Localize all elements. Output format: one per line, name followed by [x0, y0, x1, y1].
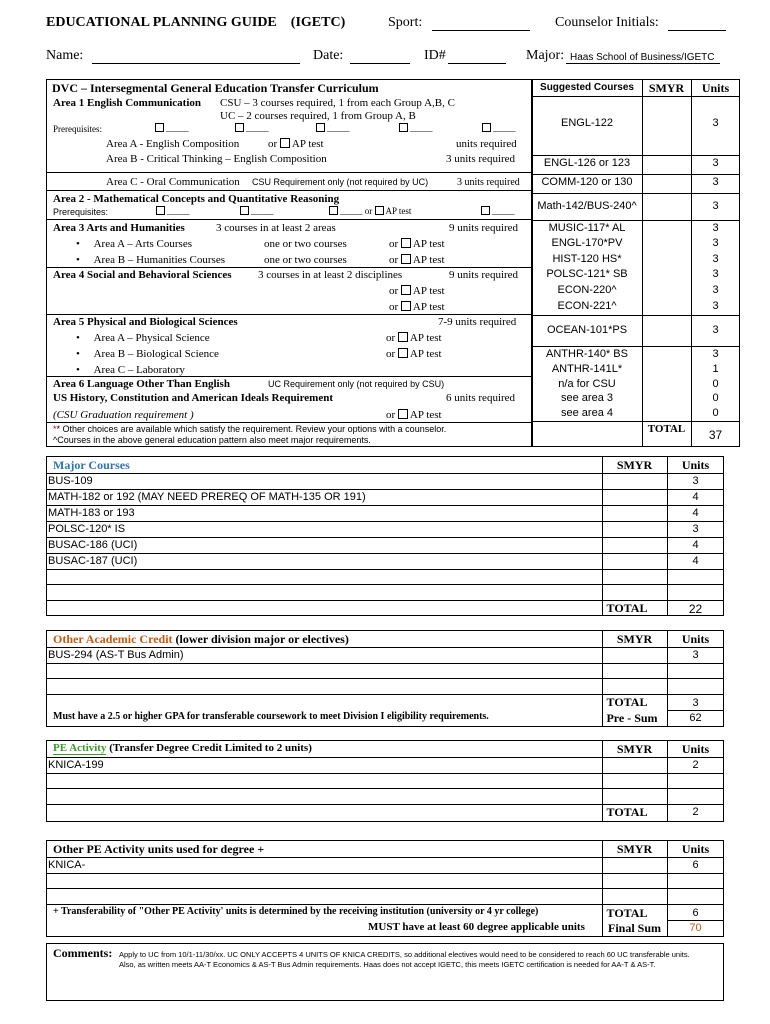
final-sum-label: Final Sum [607, 921, 661, 935]
otherpe-col-units: Units [681, 842, 710, 856]
area5-units: 7-9 units required [438, 316, 517, 328]
ge-note-2: ^Courses in the above general education pattern also meet major requirements. [53, 435, 371, 445]
checkbox-icon [401, 285, 411, 295]
ge-course-6: ENGL-170*PV [551, 237, 623, 249]
area6-note: UC Requirement only (not required by CSU) [268, 379, 445, 389]
area2-prereq: Prerequisites: [53, 207, 109, 217]
ge-course-3: COMM-120 or 130 [541, 176, 633, 188]
area4-req: 3 courses in at least 2 disciplines [258, 269, 403, 281]
ge-units-6: 3 [712, 237, 719, 249]
ge-course-2: ENGL-126 or 123 [543, 157, 631, 169]
major-field[interactable]: Haas School of Business/IGETC [570, 52, 715, 63]
col-smyr: SMYR [648, 81, 685, 95]
other-title: Other Academic Credit (lower division major or electives) [53, 632, 349, 646]
sport-field[interactable] [432, 30, 530, 31]
other-total-label: TOTAL [606, 695, 648, 709]
major-col-smyr: SMYR [616, 458, 653, 472]
area5b: • Area B – Biological Science [76, 348, 219, 360]
otherpe-total-value: 6 [692, 907, 699, 919]
major-units-2: 4 [692, 491, 699, 503]
area5a: • Area A – Physical Science [76, 332, 210, 344]
area1b-units: 3 units required [446, 153, 516, 165]
area3a: • Area A – Arts Courses [76, 238, 192, 250]
major-underline [566, 63, 720, 64]
ge-total-label: TOTAL [647, 423, 686, 435]
gpa-note: Must have a 2.5 or higher GPA for transferable coursework to meet Division I eligibility requirements. [53, 711, 489, 722]
ge-title: DVC – Intersegmental General Education Transfer Curriculum [52, 81, 379, 95]
pe-total-label: TOTAL [606, 805, 648, 819]
ge-course-16: see area 4 [561, 407, 613, 419]
prereq-box-1[interactable]: _____ [155, 123, 189, 133]
area1c: Area C - Oral Communication [106, 176, 240, 188]
major-total-value: 22 [688, 602, 703, 616]
ge-course-10: ECON-221^ [557, 300, 617, 312]
ge-course-9: ECON-220^ [557, 284, 617, 296]
ge-course-1: ENGL-122 [561, 117, 613, 129]
checkbox-icon [401, 254, 411, 264]
name-field[interactable] [92, 63, 300, 64]
other-col-smyr: SMYR [616, 632, 653, 646]
area3b-ap[interactable]: or AP test [389, 254, 445, 266]
major-course-1: BUS-109 [48, 475, 93, 487]
checkbox-icon [280, 138, 290, 148]
name-label: Name: [46, 48, 84, 63]
area3-title: Area 3 Arts and Humanities [53, 222, 185, 234]
otherpe-col-smyr: SMYR [616, 842, 653, 856]
prereq-box-5[interactable]: _____ [482, 123, 516, 133]
major-course-6: BUSAC-187 (UCI) [48, 555, 138, 567]
area1a: Area A - English Composition [106, 138, 240, 150]
area1c-units: 3 units required [457, 177, 520, 188]
ge-units-14: 0 [712, 378, 719, 390]
checkbox-icon [329, 206, 338, 215]
other-total-value: 3 [692, 697, 699, 709]
ge-units-11: 3 [712, 324, 719, 336]
major-units-5: 4 [692, 539, 699, 551]
checkbox-icon [481, 206, 490, 215]
ge-units-10: 3 [712, 300, 719, 312]
ge-total-value: 37 [708, 428, 723, 442]
major-box [46, 456, 724, 616]
comments-line-1: Apply to UC from 10/1-11/30/xx. UC ONLY ACCEPTS 4 UNITS OF KNICA CREDITS, so additional electives would need to be considered to reach 60 UC transferable units. [119, 950, 690, 959]
area1-uc: UC – 2 courses required, 1 from Group A, B [220, 110, 416, 122]
pe-col-units: Units [681, 742, 710, 756]
area5c: • Area C – Laboratory [76, 364, 185, 376]
ge-units-2: 3 [712, 157, 719, 169]
area4-ap-2[interactable]: or AP test [389, 301, 445, 313]
prereq-box-3[interactable]: _____ [316, 123, 350, 133]
area1a-ap[interactable]: or AP test [268, 138, 324, 150]
area6-title: Area 6 Language Other Than English [53, 378, 230, 390]
id-label: ID# [424, 48, 446, 63]
area5-title: Area 5 Physical and Biological Sciences [53, 316, 238, 328]
ge-course-11: OCEAN-101*PS [546, 324, 628, 336]
ge-units-13: 1 [712, 363, 719, 375]
area2-box-2[interactable]: _____ [240, 206, 274, 216]
checkbox-icon [155, 123, 164, 132]
presum-value: 62 [689, 712, 702, 724]
area2-title: Area 2 - Mathematical Concepts and Quantitative Reasoning [53, 193, 340, 205]
area1a-units: units required [456, 138, 517, 150]
presum-label: Pre - Sum [606, 711, 658, 725]
major-course-3: MATH-183 or 193 [48, 507, 135, 519]
col-suggested: Suggested Courses [540, 82, 634, 93]
area1c-note: CSU Requirement only (not required by UC) [252, 177, 429, 187]
major-course-5: BUSAC-186 (UCI) [48, 539, 138, 551]
ge-course-15: see area 3 [561, 392, 613, 404]
ushist-units: 6 units required [446, 392, 516, 404]
area2-box-1[interactable]: _____ [156, 206, 190, 216]
ge-course-5: MUSIC-117* AL [548, 222, 626, 234]
prereq-box-2[interactable]: _____ [235, 123, 269, 133]
area3b: • Area B – Humanities Courses [76, 254, 225, 266]
area1-title: Area 1 English Communication [53, 97, 202, 109]
major-units-4: 3 [692, 523, 699, 535]
pe-units-1: 2 [692, 759, 699, 771]
comments-line-2: Also, as written meets AA-T Economics & AS-T Bus Admin requirements. Haas does not accept IGETC, this meets IGETC certification is needed for AA-T & AS-T. [119, 960, 656, 969]
area1-csu: CSU – 3 courses required, 1 from each Group A,B, C [220, 97, 455, 109]
col-units: Units [701, 81, 730, 95]
ge-units-1: 3 [712, 117, 719, 129]
ge-units-8: 3 [712, 268, 719, 280]
area5a-ap[interactable]: or AP test [386, 332, 442, 344]
ushist-ap[interactable]: or AP test [386, 409, 442, 421]
area2-box-4[interactable]: _____ [481, 206, 515, 216]
ushist-title: US History, Constitution and American Ideals Requirement [53, 392, 334, 404]
checkbox-icon [398, 348, 408, 358]
other-course-1: BUS-294 (AS-T Bus Admin) [48, 649, 184, 661]
area1b: Area B - Critical Thinking – English Composition [106, 153, 327, 165]
major-units-3: 4 [692, 507, 699, 519]
checkbox-icon [401, 301, 411, 311]
otherpe-course-1: KNICA- [48, 859, 86, 871]
counselor-label: Counselor Initials: [555, 15, 659, 30]
area5b-ap[interactable]: or AP test [386, 348, 442, 360]
checkbox-icon [399, 123, 408, 132]
area3-units: 9 units required [449, 222, 519, 234]
checkbox-icon [482, 123, 491, 132]
ge-units-16: 0 [712, 407, 719, 419]
ge-units-4: 3 [712, 200, 719, 212]
area4-title: Area 4 Social and Behavioral Sciences [53, 269, 232, 281]
pe-total-value: 2 [692, 806, 699, 818]
major-course-2: MATH-182 or 192 (MAY NEED PREREQ OF MATH-135 OR 191) [48, 491, 366, 503]
major-label: Major: [526, 48, 565, 63]
major-col-units: Units [681, 458, 710, 472]
ge-units-5: 3 [712, 222, 719, 234]
area3b-count: one or two courses [264, 254, 347, 266]
ge-course-7: HIST-120 HS* [552, 253, 622, 265]
ge-note-1: ** Other choices are available which satisfy the requirement. Review your options with a counselor. [53, 424, 447, 434]
ge-units-7: 3 [712, 253, 719, 265]
area2-box-3[interactable]: _____ or AP test [329, 206, 411, 216]
checkbox-icon [375, 206, 384, 215]
checkbox-icon [401, 238, 411, 248]
other-units-1: 3 [692, 649, 699, 661]
ge-course-14: n/a for CSU [558, 378, 616, 390]
otherpe-title: Other PE Activity units used for degree + [53, 842, 265, 856]
transferability-note: + Transferability of "Other PE Activity' units is determined by the receiving institution (university or 4 yr college) [53, 906, 539, 917]
major-units-6: 4 [692, 555, 699, 567]
sport-label: Sport: [388, 15, 423, 30]
area4-ap-1[interactable]: or AP test [389, 285, 445, 297]
ge-course-13: ANTHR-141L* [551, 363, 623, 375]
ge-units-9: 3 [712, 284, 719, 296]
area4-units: 9 units required [449, 269, 519, 281]
area3-req: 3 courses in at least 2 areas [216, 222, 336, 234]
ge-units-15: 0 [712, 392, 719, 404]
csu-grad: (CSU Graduation requirement ) [53, 409, 194, 421]
counselor-field[interactable] [668, 30, 726, 31]
otherpe-units-1: 6 [692, 859, 699, 871]
area3a-ap[interactable]: or AP test [389, 238, 445, 250]
comments-label: Comments: [53, 946, 113, 960]
prereq-box-4[interactable]: _____ [399, 123, 433, 133]
area1-prereq: Prerequisites: [53, 124, 102, 134]
major-title: Major Courses [53, 458, 130, 472]
ge-course-4: Math-142/BUS-240^ [537, 200, 637, 212]
ge-units-3: 3 [712, 176, 719, 188]
area3a-count: one or two courses [264, 238, 347, 250]
major-units-1: 3 [692, 475, 699, 487]
checkbox-icon [398, 409, 408, 419]
checkbox-icon [398, 332, 408, 342]
form-title: EDUCATIONAL PLANNING GUIDE (IGETC) [46, 15, 346, 30]
major-total-label: TOTAL [606, 601, 648, 615]
checkbox-icon [156, 206, 165, 215]
major-course-4: POLSC-120* IS [48, 523, 126, 535]
pe-course-1: KNICA-199 [48, 759, 104, 771]
checkbox-icon [235, 123, 244, 132]
must-note: MUST have at least 60 degree applicable units [368, 921, 585, 933]
ge-course-8: POLSC-121* SB [546, 268, 628, 280]
pe-title: PE Activity (Transfer Degree Credit Limited to 2 units) [53, 742, 312, 754]
date-field[interactable] [350, 63, 410, 64]
date-label: Date: [313, 48, 344, 63]
ge-units-12: 3 [712, 348, 719, 360]
checkbox-icon [316, 123, 325, 132]
pe-col-smyr: SMYR [616, 742, 653, 756]
final-sum-value: 70 [689, 922, 702, 934]
id-field[interactable] [448, 63, 506, 64]
checkbox-icon [240, 206, 249, 215]
other-col-units: Units [681, 632, 710, 646]
ge-course-12: ANTHR-140* BS [546, 348, 628, 360]
otherpe-total-label: TOTAL [606, 906, 648, 920]
